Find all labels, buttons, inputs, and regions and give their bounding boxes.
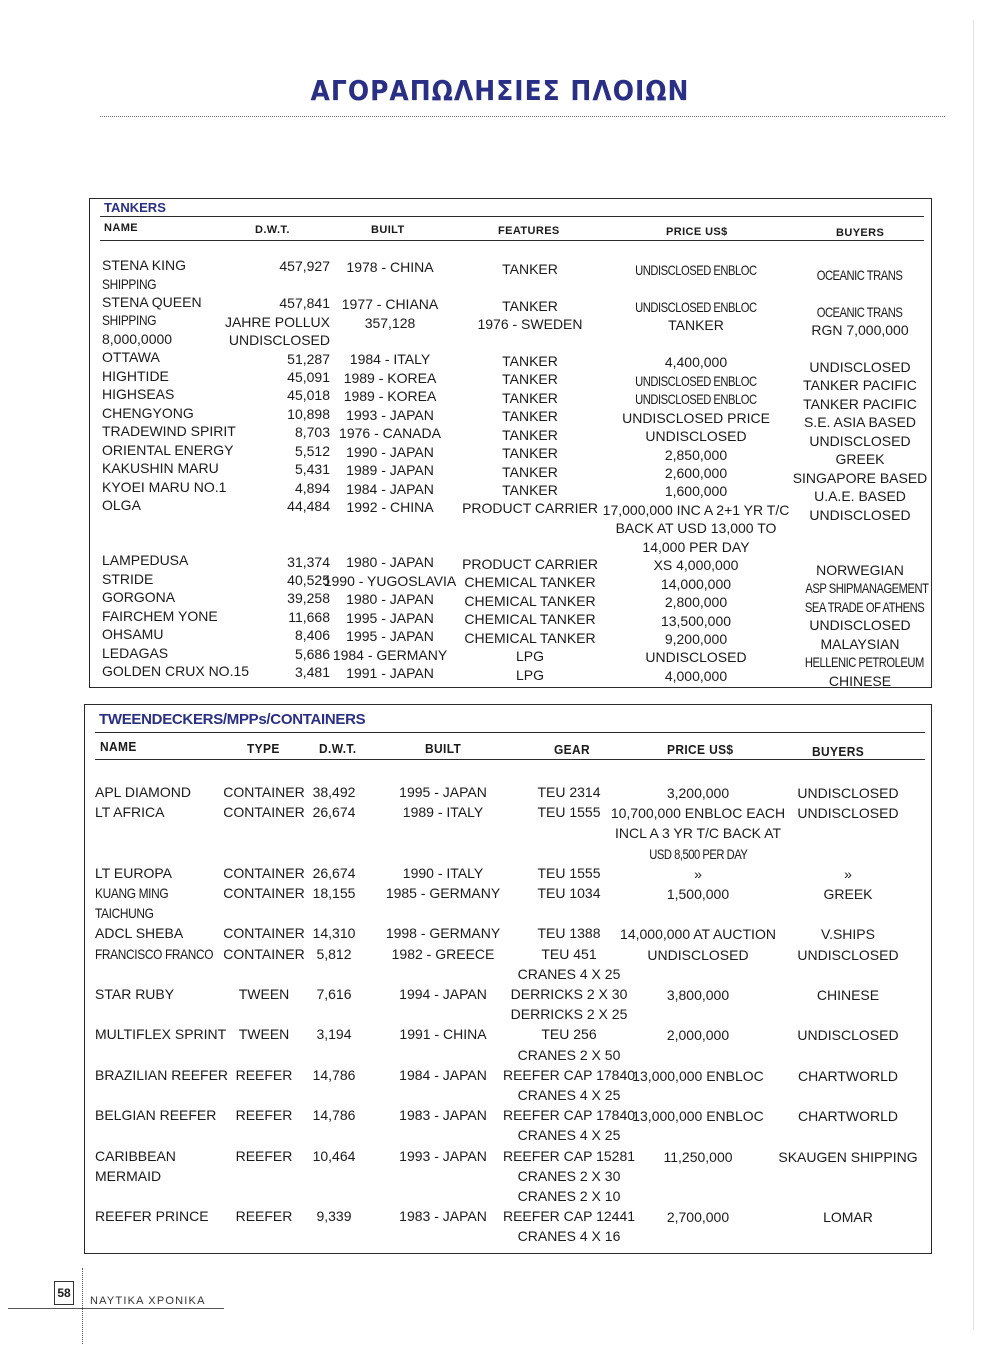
tanker-name-cell: FAIRCHEM YONE — [102, 607, 218, 624]
tanker-price-cell: UNDISCLOSED ENBLOC — [635, 262, 757, 279]
tanker-buyers-cell: OCEANIC TRANS — [817, 303, 903, 320]
tankers-header-rule — [100, 240, 924, 241]
tween-name-line: KUANG MING — [95, 885, 169, 901]
tanker-built-cell: 1976 - CANADA — [339, 425, 441, 442]
tween-buyers-cell — [763, 1025, 933, 1045]
tanker-name-cell: OTTAWA — [102, 349, 160, 366]
tanker-buyers-cell: TANKER PACIFIC — [803, 395, 917, 412]
tween-price-cell — [609, 945, 787, 965]
tween-price-cell — [609, 1147, 787, 1167]
tween-buyers-line: UNDISCLOSED — [797, 785, 899, 801]
tanker-price-cell: 9,200,000 — [664, 631, 728, 648]
tanker-name-cell: OHSAMU — [102, 626, 164, 643]
tween-buyers-line: CHINESE — [816, 987, 880, 1003]
tanker-buyers-cell: S.E. ASIA BASED — [803, 414, 917, 431]
tanker-features-cell: CHEMICAL TANKER — [464, 574, 596, 591]
tanker-name-cell: GOLDEN CRUX NO.15 — [102, 663, 250, 679]
tween-buyers-cell — [763, 1106, 933, 1126]
tanker-buyers-cell: NORWEGIAN — [816, 561, 904, 578]
tween-name-cell — [95, 1206, 233, 1226]
tween-price-line: 1,500,000 — [666, 886, 730, 902]
tween-buyers-line: GREEK — [823, 886, 873, 902]
tween-name-cell — [95, 984, 233, 1004]
tween-price-cell — [609, 1106, 787, 1126]
tween-price-cell — [609, 803, 787, 864]
tanker-buyers-cell: ASP SHIPMANAGEMENT — [805, 580, 929, 597]
tanker-buyers-cell: TANKER PACIFIC — [803, 377, 917, 394]
tanker-price-cell: 13,500,000 — [660, 612, 732, 629]
tween-built-cell: 1998 - GERMANY — [385, 925, 501, 942]
tween-gear-line: TEU 1034 — [537, 885, 601, 901]
tanker-features-cell: LPG — [515, 648, 544, 665]
tween-name-line: CARIBBEAN — [95, 1147, 176, 1164]
tanker-price-cell: 1,600,000 — [664, 483, 728, 500]
tanker-buyers-cell: RGN 7,000,000 — [811, 322, 909, 339]
tanker-features-cell: TANKER — [502, 371, 558, 388]
tween-type-cell: CONTAINER — [223, 804, 305, 821]
tanker-price-cell: 4,400,000 — [664, 354, 728, 371]
tanker-dwt-cell: 11,668 — [288, 608, 330, 625]
tanker-built-cell: 1995 - JAPAN — [346, 609, 434, 626]
tanker-name-cell: KYOEI MARU NO.1 — [102, 478, 227, 495]
tanker-dwt-cell: 457,927 — [279, 258, 330, 275]
tanker-features-cell: TANKER — [502, 389, 558, 406]
tanker-features-cell: TANKER — [502, 463, 558, 480]
tween-built-cell: 1989 - ITALY — [402, 804, 484, 821]
tween-gear-line: TEU 2314 — [537, 784, 601, 800]
tanker-price-cell: 2,600,000 — [664, 464, 728, 481]
tween-price-cell — [609, 864, 787, 884]
tween-name-line: APL DIAMOND — [95, 784, 191, 800]
tankers-header-built: BUILT — [371, 224, 405, 236]
tween-buyers-cell — [763, 1066, 933, 1086]
tanker-dwt-cell: 5,512 — [294, 442, 330, 459]
tween-header-buyers: BUYERS — [812, 744, 865, 759]
tween-header-dwt: D.W.T. — [319, 741, 357, 756]
tween-type-cell: TWEEN — [238, 986, 290, 1002]
tanker-name-cell: ORIENTAL ENERGY — [102, 441, 234, 458]
tween-price-cell — [609, 924, 787, 944]
tween-price-cell — [609, 783, 787, 803]
tween-name-line: BRAZILIAN REEFER — [95, 1066, 229, 1083]
tween-buyers-line: UNDISCLOSED — [797, 805, 899, 822]
tween-type-cell: REEFER — [235, 1066, 293, 1083]
tanker-built-cell: 1992 - CHINA — [346, 499, 434, 516]
tanker-name-cell: LAMPEDUSA — [102, 552, 189, 569]
tanker-dwt-cell: 45,091 — [287, 369, 330, 385]
tween-name-line: BELGIAN REEFER — [95, 1107, 217, 1124]
tween-built-cell: 1983 - JAPAN — [399, 1107, 487, 1124]
tween-buyers-cell — [763, 1147, 933, 1167]
tween-gear-line: REEFER CAP 12441 — [502, 1208, 636, 1225]
tanker-buyers-cell: HELLENIC PETROLEUM — [804, 654, 924, 671]
tween-dwt-cell: 10,464 — [312, 1147, 356, 1164]
tanker-features-cell: LPG — [515, 666, 544, 683]
tween-name-cell — [95, 802, 233, 822]
tween-gear-line: REEFER CAP 17840 — [502, 1066, 636, 1083]
tween-name-cell — [95, 1065, 233, 1085]
tween-buyers-line: UNDISCLOSED — [797, 946, 899, 963]
tween-built-cell: 1990 - ITALY — [402, 864, 484, 881]
tween-built-cell: 1984 - JAPAN — [399, 1066, 487, 1083]
tween-buyers-line: CHARTWORLD — [797, 1108, 899, 1125]
page-title: ΑΓΟΡΑΠΩΛΗΣΙΕΣ ΠΛΟΙΩΝ — [310, 74, 690, 107]
tanker-dwt-cell: 8,703 — [294, 424, 330, 441]
tween-name-line: LT EUROPA — [95, 864, 173, 881]
tween-name-line: STAR RUBY — [95, 986, 175, 1002]
tween-gear-line: TEU 256 — [541, 1026, 597, 1043]
tanker-built-cell: 1984 - JAPAN — [346, 480, 434, 497]
tanker-name-cell: 8,000,0000 — [102, 330, 173, 347]
tween-dwt-cell: 9,339 — [316, 1208, 352, 1225]
tween-gear-line: TEU 1555 — [537, 864, 601, 881]
tween-built-cell: 1983 - JAPAN — [399, 1208, 487, 1225]
tanker-price-cell: 17,000,000 INC A 2+1 YR T/C — [602, 501, 790, 518]
tween-gear-line: CRANES 2 X 30 — [517, 1167, 621, 1184]
tween-price-line: 10,700,000 ENBLOC EACH — [610, 805, 786, 822]
tanker-buyers-cell: SEA TRADE OF ATHENS — [804, 598, 925, 615]
tanker-dwt-cell: 457,841 — [279, 295, 330, 312]
tanker-name-cell: SHIPPING — [102, 312, 157, 329]
tanker-name-cell: CHENGYONG — [102, 404, 194, 421]
tanker-features-cell: PRODUCT CARRIER — [462, 500, 598, 517]
tween-dwt-cell: 14,786 — [312, 1107, 356, 1124]
tanker-features-cell: TANKER — [502, 445, 558, 462]
tween-buyers-line: SKAUGEN SHIPPING — [778, 1148, 918, 1165]
tween-buyers-cell — [763, 864, 933, 884]
tanker-built-cell: 1993 - JAPAN — [346, 406, 434, 423]
tanker-buyers-cell: UNDISCLOSED — [809, 432, 911, 449]
tanker-name-cell: KAKUSHIN MARU — [102, 460, 219, 477]
tanker-dwt-cell: 4,894 — [294, 479, 330, 496]
tanker-buyers-cell: GREEK — [835, 451, 885, 468]
tween-header-price: PRICE US$ — [667, 742, 734, 757]
tween-built-cell: 1993 - JAPAN — [399, 1147, 487, 1164]
tankers-header-price: PRICE US$ — [666, 226, 728, 238]
tanker-price-cell: UNDISCLOSED — [645, 428, 747, 445]
tween-price-line: INCL A 3 YR T/C BACK AT — [615, 825, 781, 842]
tankers-header-features: FEATURES — [498, 225, 560, 237]
tween-built-cell: 1995 - JAPAN — [399, 784, 487, 800]
tween-price-cell — [609, 884, 787, 904]
tween-dwt-cell: 18,155 — [312, 885, 356, 901]
tween-gear-line: DERRICKS 2 X 25 — [510, 1006, 628, 1023]
tween-dwt-cell: 26,674 — [312, 864, 356, 881]
tween-dwt-cell: 7,616 — [316, 986, 352, 1002]
tanker-features-cell: 1976 - SWEDEN — [477, 315, 583, 332]
tween-header-built: BUILT — [425, 741, 462, 756]
tanker-dwt-cell: 44,484 — [287, 498, 330, 515]
tanker-name-cell: STENA KING — [102, 257, 187, 274]
tween-price-line: 13,000,000 ENBLOC — [632, 1108, 764, 1125]
tween-buyers-cell — [763, 945, 933, 965]
tweendeckers-title: TWEENDECKERS/MPPs/CONTAINERS — [99, 711, 366, 728]
tween-gear-line: CRANES 2 X 10 — [517, 1188, 621, 1204]
tanker-built-cell: 1989 - KOREA — [343, 388, 437, 405]
tanker-name-cell: STRIDE — [102, 570, 154, 587]
footer-dotted-line — [82, 1268, 83, 1344]
tween-gear-line: CRANES 4 X 25 — [517, 1127, 621, 1144]
tween-price-line: 3,200,000 — [666, 785, 730, 801]
tween-gear-line: CRANES 4 X 25 — [517, 1087, 621, 1103]
tween-buyers-line: CHARTWORLD — [797, 1067, 899, 1084]
tween-type-cell: TWEEN — [238, 1026, 290, 1043]
tanker-price-cell: UNDISCLOSED ENBLOC — [635, 298, 757, 315]
tween-buyers-line: V.SHIPS — [821, 926, 875, 943]
tanker-price-cell: TANKER — [668, 317, 724, 334]
tanker-price-cell: UNDISCLOSED ENBLOC — [635, 391, 757, 408]
tanker-features-cell: TANKER — [502, 482, 558, 498]
tween-name-cell — [95, 1024, 233, 1044]
tween-type-cell: CONTAINER — [223, 864, 305, 881]
tween-built-cell: 1982 - GREECE — [391, 945, 495, 962]
tanker-price-cell: XS 4,000,000 — [653, 557, 739, 574]
tanker-buyers-cell: SINGAPORE BASED — [792, 469, 928, 486]
tanker-name-cell: HIGHSEAS — [102, 386, 175, 403]
tanker-price-cell: UNDISCLOSED — [645, 649, 747, 666]
tween-name-cell — [95, 782, 233, 802]
tween-dwt-cell: 26,674 — [312, 804, 356, 821]
tween-gear-line: CRANES 2 X 50 — [517, 1046, 621, 1063]
tanker-built-cell: 357,128 — [364, 314, 416, 331]
tankers-header-buyers: BUYERS — [836, 227, 885, 239]
tween-header-name: NAME — [100, 739, 137, 754]
tanker-features-cell: CHEMICAL TANKER — [464, 592, 596, 609]
tween-price-line: USD 8,500 PER DAY — [648, 845, 748, 862]
tanker-name-cell: GORGONA — [102, 589, 176, 606]
tanker-built-cell: 1989 - KOREA — [343, 369, 437, 386]
tanker-built-cell: 1991 - JAPAN — [346, 665, 434, 682]
tween-price-line: 3,800,000 — [666, 987, 730, 1003]
tanker-built-cell: 1984 - ITALY — [349, 351, 431, 368]
tween-name-line: TAICHUNG — [95, 905, 154, 922]
tween-buyers-cell — [763, 985, 933, 1005]
tween-price-cell — [609, 1025, 787, 1045]
tween-name-line: REEFER PRINCE — [95, 1208, 209, 1225]
tanker-dwt-cell: 8,406 — [294, 627, 330, 644]
tween-price-cell — [609, 985, 787, 1005]
tanker-dwt-cell: 31,374 — [287, 553, 330, 570]
tween-dwt-cell: 5,812 — [316, 945, 352, 962]
tween-gear-line: CRANES 4 X 16 — [517, 1228, 621, 1245]
tanker-features-cell: CHEMICAL TANKER — [464, 611, 596, 628]
tanker-dwt-cell: 40,525 — [287, 571, 330, 588]
tween-dwt-cell: 14,786 — [312, 1066, 356, 1083]
tween-dwt-cell: 14,310 — [312, 925, 356, 942]
tween-type-cell: REEFER — [235, 1107, 293, 1124]
tween-buyers-cell — [763, 803, 933, 823]
tween-type-cell: REEFER — [235, 1147, 293, 1164]
tanker-buyers-cell: OCEANIC TRANS — [817, 266, 903, 283]
tankers-header-dwt: D.W.T. — [255, 224, 290, 236]
tween-header-gear: GEAR — [554, 742, 591, 757]
tanker-price-cell: 4,000,000 — [664, 667, 728, 684]
tween-gear-line: TEU 1388 — [537, 925, 601, 942]
tanker-name-cell: TRADEWIND SPIRIT — [102, 423, 236, 440]
tanker-features-cell: TANKER — [502, 408, 558, 425]
tween-price-line: 13,000,000 ENBLOC — [632, 1067, 764, 1084]
tween-price-line: 14,000,000 AT AUCTION — [620, 926, 776, 943]
tanker-dwt-cell: 10,898 — [287, 405, 330, 422]
tanker-dwt-cell: UNDISCLOSED — [228, 332, 330, 349]
tween-buyers-line: LOMAR — [823, 1209, 873, 1226]
tween-name-line: LT AFRICA — [95, 804, 165, 821]
tween-type-cell: CONTAINER — [223, 925, 305, 942]
tanker-buyers-cell: UNDISCLOSED — [809, 506, 911, 523]
tanker-features-cell: TANKER — [502, 297, 558, 314]
tweendeckers-table — [84, 704, 932, 1254]
tween-name-line: ADCL SHEBA — [95, 925, 184, 942]
tanker-built-cell: 1990 - YUGOSLAVIA — [323, 572, 457, 589]
tween-gear-line: TEU 451 — [541, 945, 597, 962]
tween-buyers-cell — [763, 924, 933, 944]
tanker-built-cell: 1995 - JAPAN — [346, 628, 434, 645]
tween-price-line: » — [694, 865, 702, 882]
tanker-name-cell: LEDAGAS — [102, 644, 169, 661]
tween-name-cell — [95, 923, 233, 943]
tween-dwt-cell: 38,492 — [312, 784, 356, 800]
tanker-dwt-cell: 51,287 — [287, 350, 330, 367]
tween-name-cell — [95, 863, 233, 883]
tween-dwt-cell: 3,194 — [316, 1026, 352, 1043]
tween-type-cell: REEFER — [235, 1208, 293, 1225]
tanker-name-cell: HIGHTIDE — [102, 367, 169, 384]
tween-header-rule — [95, 759, 925, 760]
tween-built-cell: 1994 - JAPAN — [399, 986, 487, 1002]
tween-name-line: MERMAID — [95, 1167, 162, 1184]
tanker-dwt-cell: 5,431 — [294, 461, 330, 478]
tween-type-cell: CONTAINER — [223, 784, 305, 800]
tween-price-line: 2,000,000 — [666, 1027, 730, 1044]
tanker-built-cell: 1978 - CHINA — [346, 259, 434, 276]
tanker-buyers-cell: U.A.E. BASED — [814, 488, 906, 505]
tanker-built-cell: 1977 - CHIANA — [341, 296, 439, 313]
tween-gear-line: CRANES 4 X 25 — [517, 965, 621, 982]
tween-price-line: 2,700,000 — [666, 1209, 730, 1226]
tween-name-cell — [95, 1146, 233, 1186]
tween-buyers-line: UNDISCLOSED — [797, 1027, 899, 1044]
title-rule — [100, 116, 945, 117]
tween-gear-line: TEU 1555 — [537, 804, 601, 821]
tankers-title-rule — [100, 216, 924, 217]
tweendeckers-title-rule — [95, 732, 925, 733]
tween-gear-line: REEFER CAP 15281 — [502, 1147, 636, 1164]
tanker-built-cell: 1980 - JAPAN — [346, 591, 434, 608]
tanker-price-cell: UNDISCLOSED ENBLOC — [635, 372, 757, 389]
tanker-buyers-cell: UNDISCLOSED — [809, 617, 911, 634]
tanker-name-cell: STENA QUEEN — [102, 294, 202, 310]
tween-buyers-cell — [763, 1207, 933, 1227]
tanker-features-cell: PRODUCT CARRIER — [462, 555, 598, 572]
tween-name-line: MULTIFLEX SPRINT — [95, 1026, 227, 1043]
tanker-price-cell: 2,850,000 — [664, 446, 728, 463]
tanker-built-cell: 1984 - GERMANY — [332, 646, 448, 663]
tanker-name-cell: OLGA — [102, 496, 141, 513]
tanker-dwt-cell: JAHRE POLLUX — [224, 313, 330, 330]
tanker-features-cell: TANKER — [502, 352, 558, 369]
tanker-name-cell: SHIPPING — [102, 275, 157, 292]
page-number: 58 — [54, 1281, 74, 1305]
tanker-buyers-cell: CHINESE — [828, 672, 892, 689]
tanker-price-cell: 14,000 PER DAY — [642, 538, 750, 555]
tween-built-cell: 1985 - GERMANY — [385, 885, 501, 901]
tween-buyers-cell — [763, 783, 933, 803]
tankers-header-name: NAME — [104, 222, 138, 234]
tanker-built-cell: 1990 - JAPAN — [346, 443, 434, 460]
tanker-features-cell: TANKER — [502, 260, 558, 277]
tween-name-cell — [95, 1105, 233, 1125]
tanker-dwt-cell: 39,258 — [287, 590, 330, 607]
tween-type-cell: CONTAINER — [223, 945, 305, 962]
tween-name-cell — [95, 883, 233, 923]
tanker-dwt-cell: 45,018 — [287, 387, 330, 404]
tanker-dwt-cell: 5,686 — [294, 645, 330, 662]
tween-type-cell: CONTAINER — [223, 885, 305, 901]
tween-name-line: FRANCISCO FRANCO — [95, 945, 214, 962]
tankers-table — [89, 198, 932, 688]
tween-gear-line: DERRICKS 2 X 30 — [510, 986, 628, 1002]
tanker-features-cell: TANKER — [502, 426, 558, 443]
tween-header-type: TYPE — [247, 741, 280, 756]
tween-buyers-cell — [763, 884, 933, 904]
tankers-title: TANKERS — [104, 200, 166, 215]
tanker-built-cell: 1989 - JAPAN — [346, 462, 434, 479]
tanker-built-cell: 1980 - JAPAN — [346, 554, 434, 571]
tanker-price-cell: 2,800,000 — [664, 594, 728, 611]
tween-price-cell — [609, 1207, 787, 1227]
tanker-buyers-cell: UNDISCLOSED — [809, 359, 911, 376]
tween-price-cell — [609, 1066, 787, 1086]
tween-price-line: UNDISCLOSED — [647, 946, 749, 963]
tween-name-cell — [95, 944, 233, 964]
tween-gear-line: REEFER CAP 17840 — [502, 1107, 636, 1124]
tanker-price-cell: UNDISCLOSED PRICE — [622, 409, 770, 426]
tanker-dwt-cell: 3,481 — [294, 664, 330, 681]
tween-buyers-line: » — [844, 865, 852, 882]
tanker-buyers-cell: MALAYSIAN — [820, 635, 900, 652]
tween-price-line: 11,250,000 — [663, 1148, 733, 1165]
publication-name: ΝΑΥΤΙΚΑ ΧΡΟΝΙΚΑ — [90, 1295, 206, 1307]
footer-rule — [8, 1308, 224, 1309]
tanker-features-cell: CHEMICAL TANKER — [464, 629, 596, 646]
page-edge-line — [973, 20, 974, 1330]
tween-built-cell: 1991 - CHINA — [399, 1026, 487, 1043]
tanker-price-cell: 14,000,000 — [660, 575, 732, 592]
tanker-price-cell: BACK AT USD 13,000 TO — [615, 520, 777, 537]
